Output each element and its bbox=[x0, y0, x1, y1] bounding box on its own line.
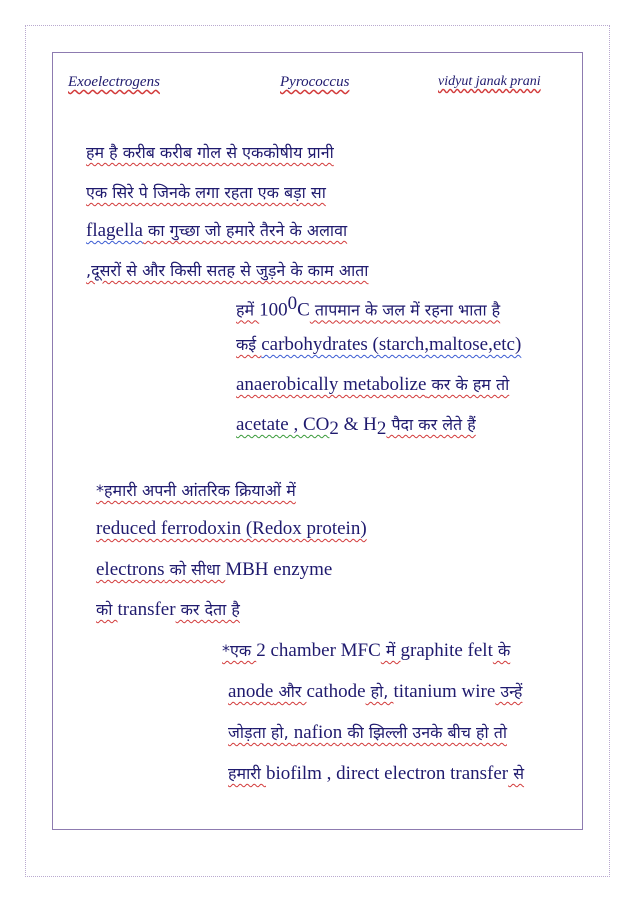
para4-line1-e: के bbox=[492, 641, 511, 660]
mbh-enzyme-text: MBH enzyme bbox=[225, 559, 333, 580]
para3-line2: reduced ferrodoxin (Redox protein) bbox=[96, 518, 367, 539]
para3-line3 bbox=[96, 559, 332, 581]
para4-line4-a: हमारी bbox=[228, 764, 266, 783]
para4-line2-d: हो, bbox=[365, 682, 394, 701]
temperature-unit: C bbox=[297, 299, 310, 321]
graphite-felt-text: graphite felt bbox=[400, 640, 493, 661]
titanium-wire-text: titanium wire bbox=[393, 681, 496, 702]
para2-line2 bbox=[236, 334, 521, 356]
carbohydrates-text: carbohydrates (starch,maltose,etc) bbox=[261, 334, 522, 355]
h2-text: & H bbox=[338, 414, 377, 435]
para4-line3-a: जोड़ता हो, bbox=[228, 723, 294, 742]
nafion-word: nafion bbox=[293, 722, 343, 743]
content-box-top bbox=[52, 52, 583, 462]
para3-line1: *हमारी अपनी आंतरिक क्रियाओं में bbox=[96, 481, 296, 500]
para4-line2 bbox=[228, 681, 522, 703]
para1-line4: ,दूसरों से और किसी सतह से जुड़ने के काम आता bbox=[86, 261, 369, 280]
anode-word: anode bbox=[228, 681, 274, 702]
para1-line3 bbox=[86, 220, 347, 242]
para3-line3-b: को सीधा bbox=[164, 560, 226, 579]
flagella-word: flagella bbox=[86, 220, 143, 241]
para4-line4-c: से bbox=[508, 764, 525, 783]
para3-line4-a: को bbox=[96, 600, 118, 619]
para1-line3-text: का गुच्छा जो हमारे तैरने के अलावा bbox=[142, 221, 348, 240]
para2-line4-c: पैदा कर लेते हैं bbox=[386, 415, 476, 434]
para1-line2: एक सिरे पे जिनके लगा रहता एक बड़ा सा bbox=[86, 183, 326, 202]
h2-subscript: 2 bbox=[376, 418, 387, 440]
para2-line3 bbox=[236, 374, 509, 396]
para3-line4 bbox=[96, 599, 240, 621]
para4-line1 bbox=[222, 640, 510, 662]
para2-line2-a: कई bbox=[236, 335, 262, 354]
para4-line2-b: और bbox=[273, 682, 307, 701]
electrons-word: electrons bbox=[96, 559, 165, 580]
transfer-word: transfer bbox=[117, 599, 176, 620]
header-center-title: Pyrococcus bbox=[280, 74, 350, 90]
para2-line4 bbox=[236, 414, 476, 440]
para4-line1-a: *एक bbox=[222, 641, 257, 660]
para4-line1-c: में bbox=[380, 641, 401, 660]
para2-line1-a: हमें bbox=[236, 300, 260, 320]
para4-line2-f: उन्हें bbox=[495, 682, 523, 701]
degree-sup: 0 bbox=[287, 293, 298, 314]
biofilm-text: biofilm , direct electron transfer bbox=[265, 763, 509, 784]
header-left-title: Exoelectrogens bbox=[68, 74, 160, 90]
mfc-text: 2 chamber MFC bbox=[256, 640, 381, 661]
para1-line1: हम है करीब करीब गोल से एककोषीय प्रानी bbox=[86, 143, 334, 162]
para2-line1 bbox=[236, 293, 500, 321]
para4-line3-c: की झिल्ली उनके बीच हो तो bbox=[342, 723, 507, 742]
co2-subscript: 2 bbox=[329, 418, 339, 440]
para4-line3 bbox=[228, 722, 507, 744]
temperature-value: 100 bbox=[259, 299, 288, 321]
header-right-title: vidyut janak prani bbox=[438, 74, 541, 89]
para3-line4-c: कर देता है bbox=[175, 600, 240, 619]
para4-line4 bbox=[228, 763, 524, 785]
para2-line1-d: तापमान के जल में रहना भाता है bbox=[309, 300, 501, 320]
acetate-co2-text: acetate , CO bbox=[236, 414, 330, 435]
cathode-word: cathode bbox=[306, 681, 366, 702]
para2-line3-b: कर के हम तो bbox=[426, 375, 510, 394]
metabolize-text: anaerobically metabolize bbox=[236, 374, 427, 395]
